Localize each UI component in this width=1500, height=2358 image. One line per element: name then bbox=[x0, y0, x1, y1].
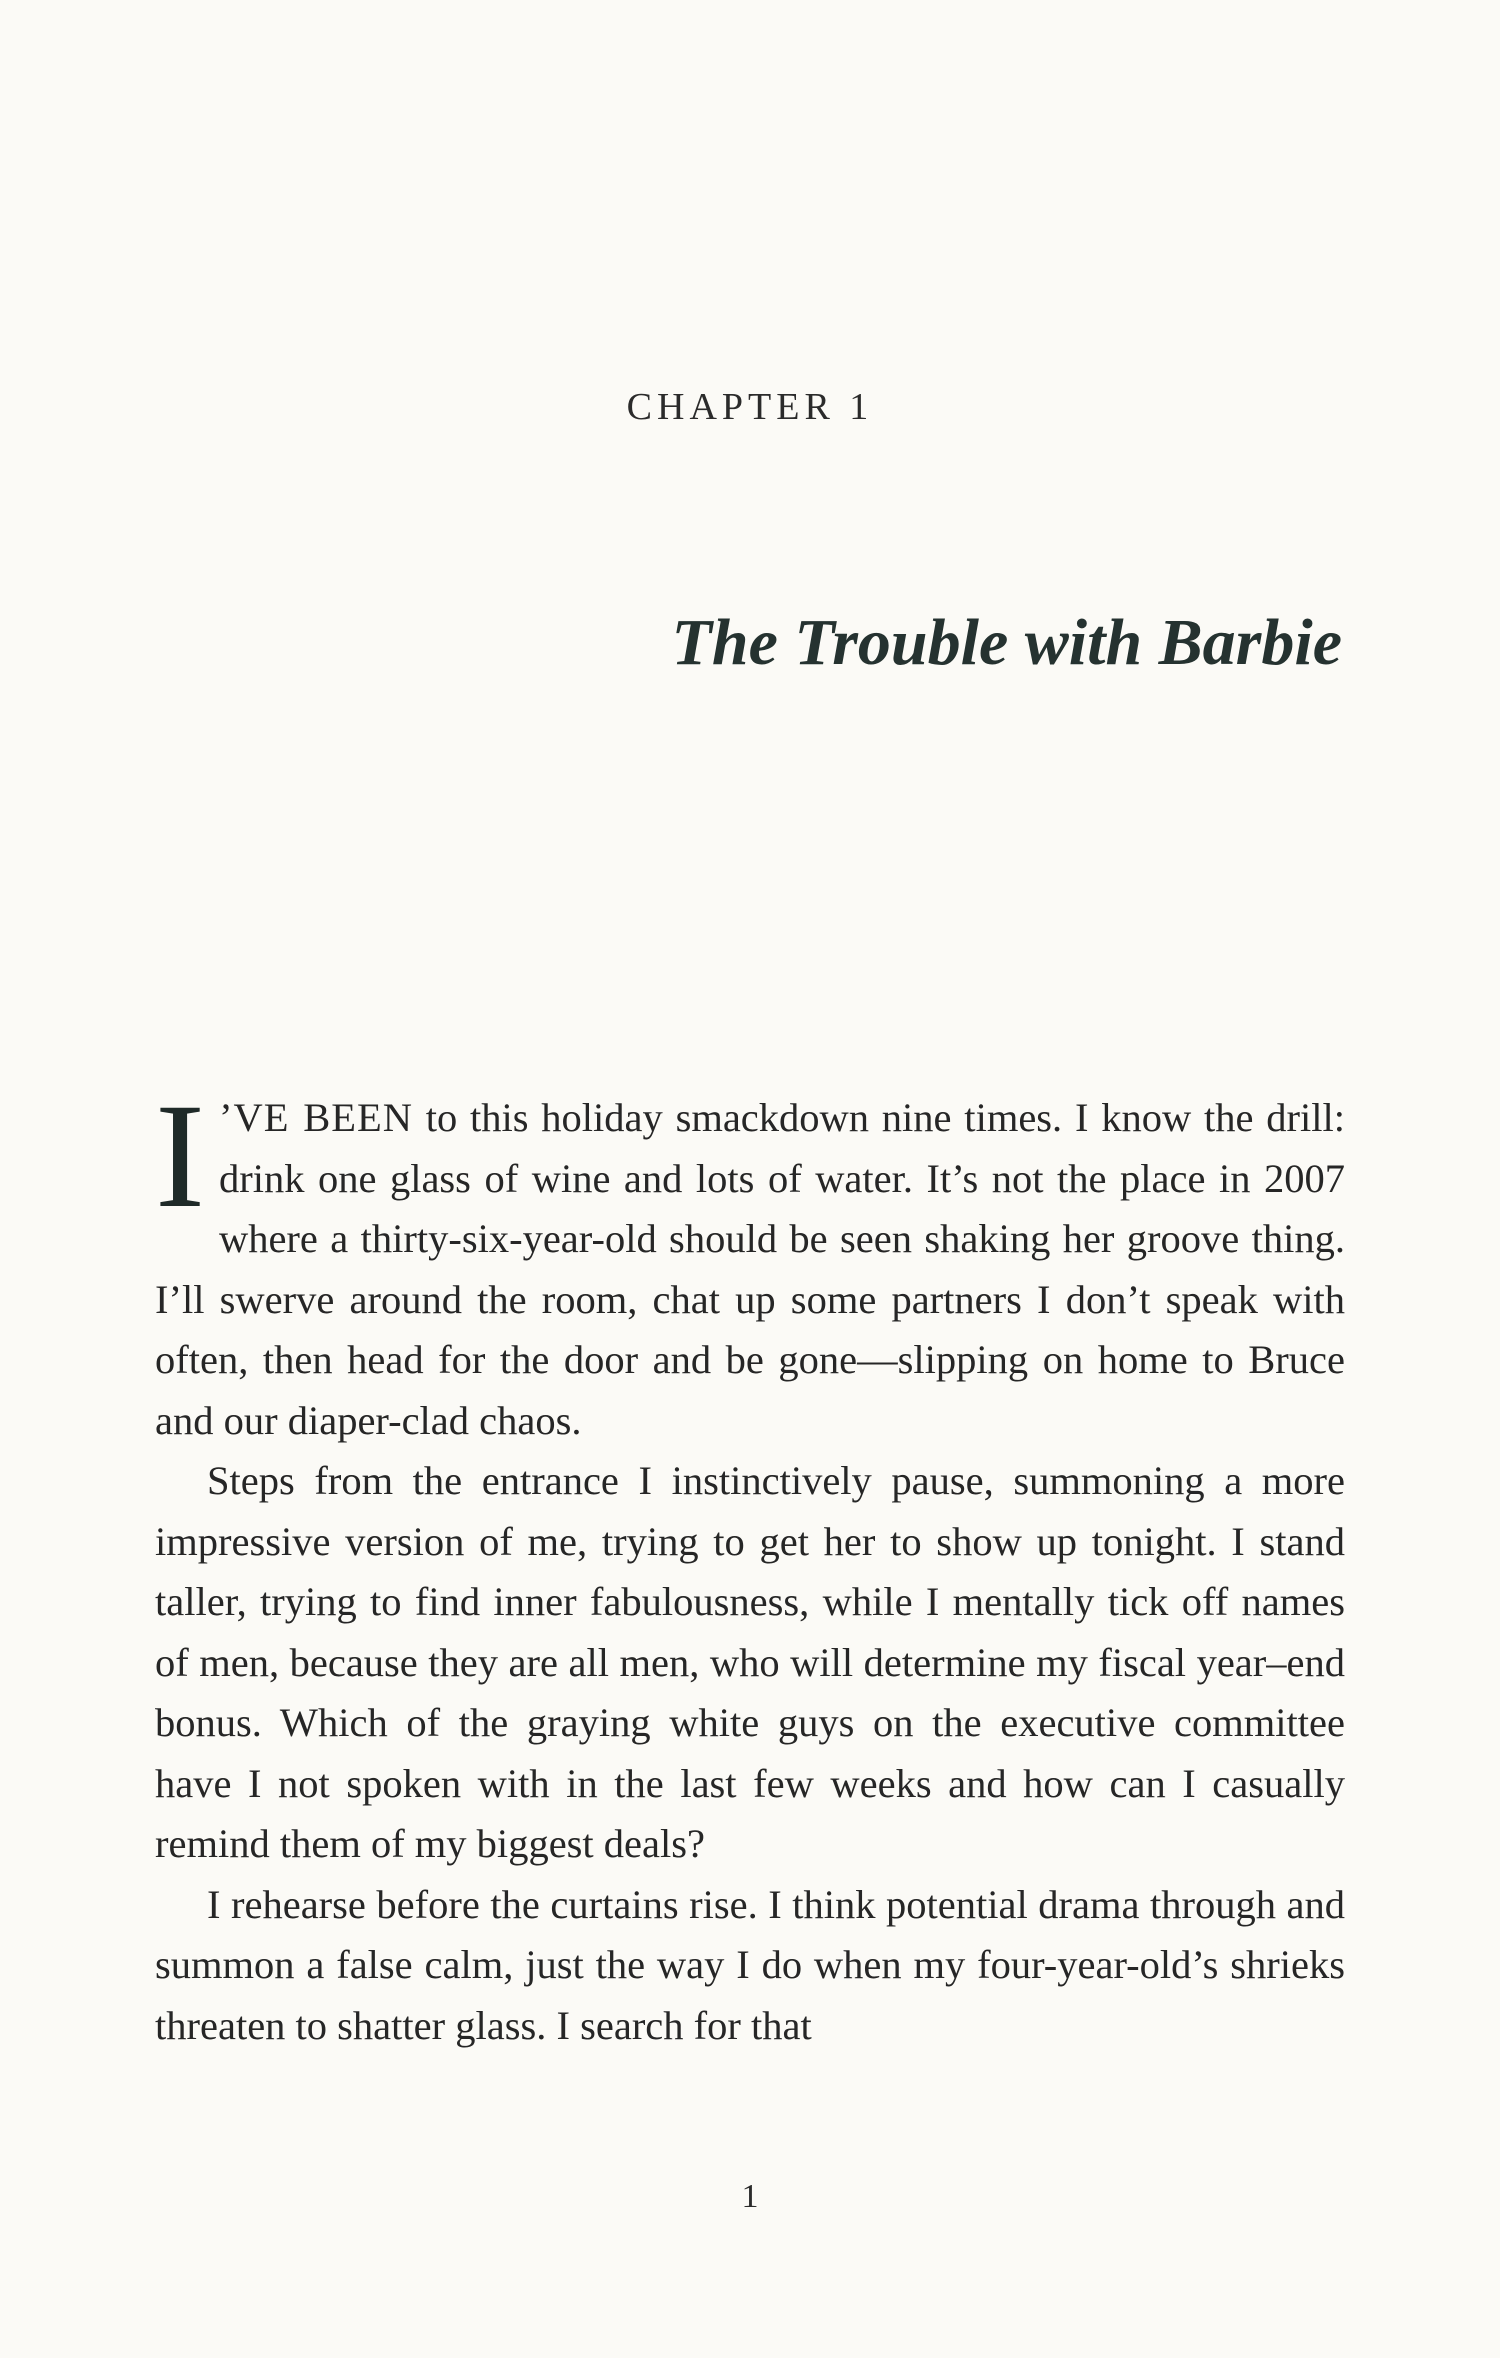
body-text bbox=[155, 1073, 1346, 2056]
paragraph-3: I rehearse before the curtains rise. I think potential drama through and summon a false calm, just the way I do when my four-year-old’s shrieks threaten to shatter glass. I search for that bbox=[155, 1881, 1345, 2048]
paragraph-2: Steps from the entrance I instinctively pause, summoning a more impressive version of me, trying to get her to show up tonight. I stand taller, trying to find inner fabulousness, while I mentally tick off names of men, because they are all men, who will determine my fiscal year–end bonus. Which of the graying white guys on the executive committee have I not spoken with in the last few weeks and how can I casually remind them of my biggest deals? bbox=[155, 1458, 1345, 1866]
page-number: 1 bbox=[741, 2178, 759, 2215]
paragraph-1 bbox=[155, 1073, 1346, 1451]
paragraph-1-text: to this holiday smackdown nine times. I know the drill: drink one glass of wine and lots of water. It’s not the place in 2007 where a thirty-six-year-old should be seen shaking her groove thing. I’ll swerve around the room, chat up some partners I don’t speak with often, then head for the door and be gone—slipping on home to Bruce and our diaper-clad chaos. bbox=[155, 1095, 1346, 1443]
chapter-title: The Trouble with Barbie bbox=[671, 606, 1342, 679]
chapter-label: CHAPTER 1 bbox=[626, 386, 874, 428]
drop-cap: I bbox=[155, 1073, 205, 1239]
opening-small-caps: ’VE BEEN bbox=[218, 1095, 413, 1140]
